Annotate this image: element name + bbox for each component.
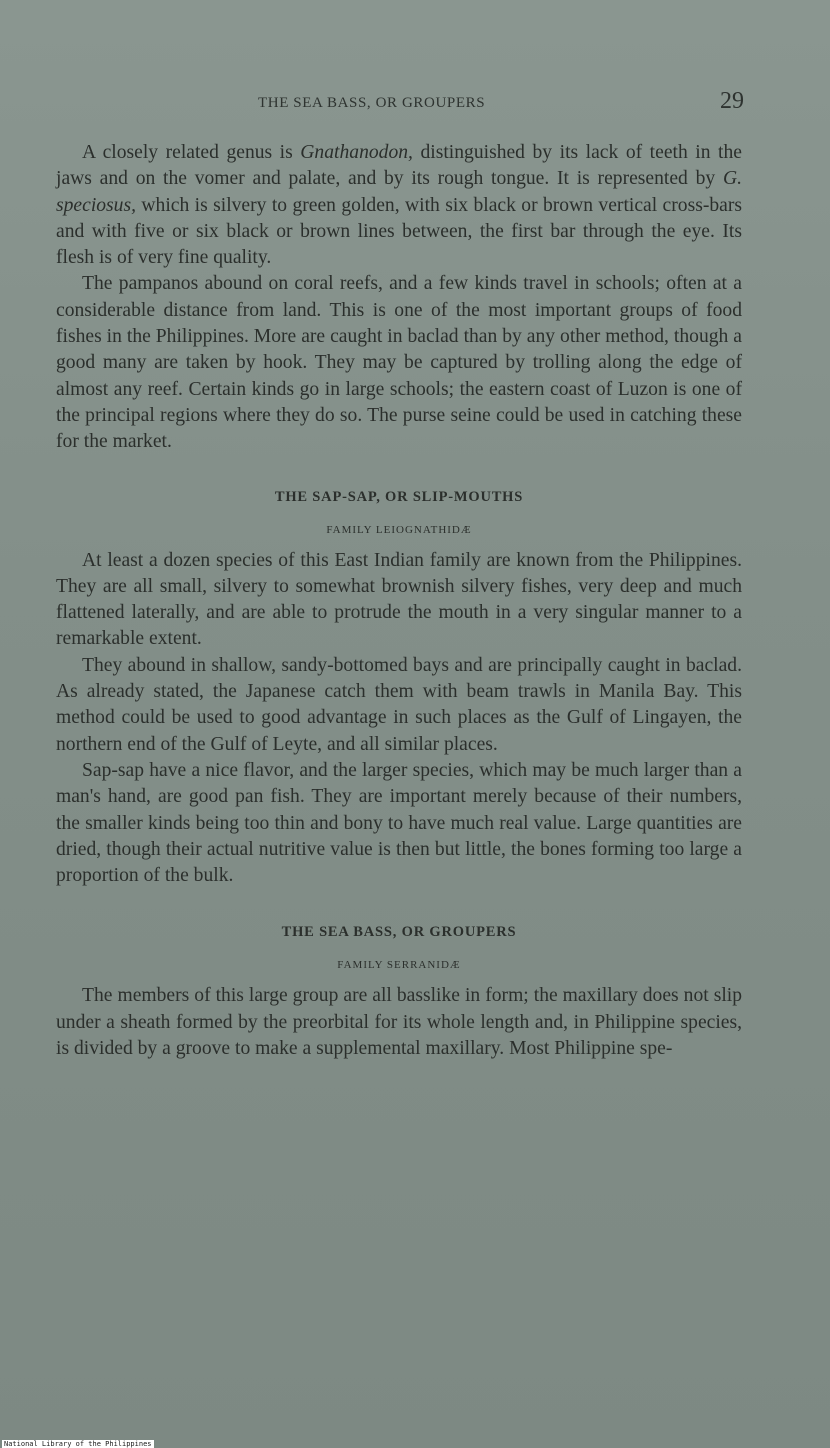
paragraph-sap-sap-3: Sap-sap have a nice flavor, and the larger species, which may be much larger than a man's hand, are good pan fish. They are important merely because of their numbers, the smaller kinds being too thin and bony to have much real value. Large quantities are dried, though their actual nutritive value is then but little, the bones forming too large a proportion of the bulk. (56, 759, 742, 887)
page-number: 29 (720, 88, 744, 114)
paragraph-sea-bass-1: The members of this large group are all basslike in form; the maxillary does not slip under a sheath formed by the preorbital for its whole length and, in Philippine species, is divided by a groove to make a supplemental maxillary. Most Philippine spe- (56, 985, 742, 1060)
paragraph-gnathanodon (56, 140, 742, 271)
species-name: G. speciosus, (56, 168, 742, 216)
family-name-serranidae: FAMILY SERRANIDÆ (337, 959, 461, 972)
paragraph-sap-sap-1: At least a dozen species of this East Indian family are known from the Philippines. They are all small, silvery to somewhat brownish silvery fishes, very deep and much flattened laterally, and are able to protrude the mouth in a very singular manner to a remarkable extent. (56, 549, 742, 650)
text-run: distinguished by its lack of teeth in the jaws and on the vomer and palate, and by its rough tongue. It is represented by (56, 142, 742, 190)
text-run: A closely related genus is (82, 142, 301, 163)
running-head-title: THE SEA BASS, OR GROUPERS (258, 95, 486, 111)
paragraph-pampanos: The pampanos abound on coral reefs, and a few kinds travel in schools; often at a considerable distance from land. This is one of the most important groups of food fishes in the Philippines. More are caught in baclad than by any other method, though a good many are taken by hook. They may be captured by trolling along the edge of almost any reef. Certain kinds go in large schools; the eastern coast of Luzon is one of the principal regions where they do so. The purse seine could be used in catching these for the market. (56, 273, 742, 453)
running-head (0, 88, 830, 122)
page-body (56, 140, 742, 1062)
text-run: which is silvery to green golden, with six black or brown vertical cross-bars and with five or six black or brown lines between, the first bar through the eye. Its flesh is of very fine quality. (56, 194, 742, 269)
genus-name: Gnathanodon, (300, 142, 413, 163)
paragraph-sap-sap-2: They abound in shallow, sandy-bottomed bays and are principally caught in baclad. As already stated, the Japanese catch them with beam trawls in Manila Bay. This method could be used to good advantage in such places as the Gulf of Lingayen, the northern end of the Gulf of Leyte, and all similar places. (56, 654, 742, 755)
section-heading-sap-sap: THE SAP-SAP, OR SLIP-MOUTHS (274, 488, 524, 505)
section-heading-sea-bass: THE SEA BASS, OR GROUPERS (281, 924, 517, 941)
family-name-leiognathidae: FAMILY LEIOGNATHIDÆ (326, 523, 472, 536)
library-watermark: National Library of the Philippines (4, 1440, 152, 1448)
